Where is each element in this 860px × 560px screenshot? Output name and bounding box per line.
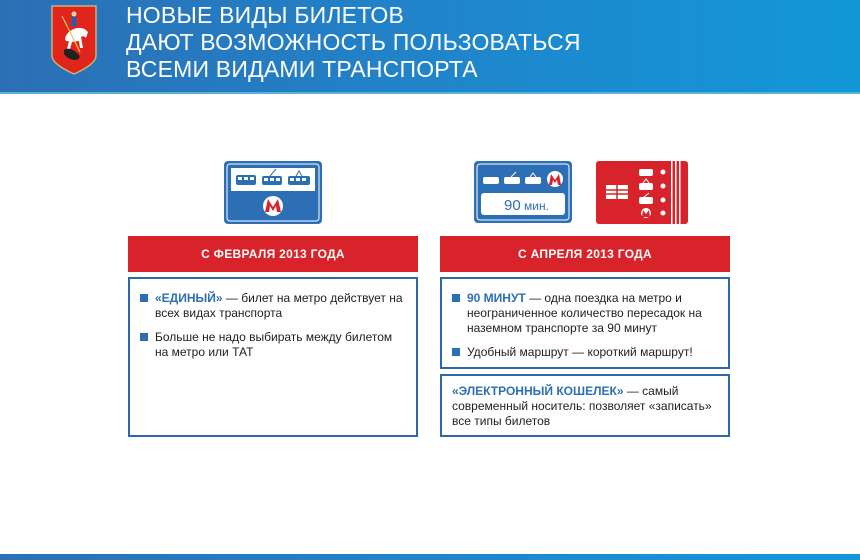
bullet-text: Удобный маршрут — короткий маршрут!: [467, 345, 693, 359]
bullet-text: — одна поездка на метро и неограниченное количество пересадок на наземном транспорте за 90 минут: [467, 291, 702, 335]
list-item: [140, 291, 406, 321]
moscow-coat-of-arms-icon: [50, 4, 98, 76]
wallet-text: — самый современный носитель: позволяет «записать» все типы билетов: [452, 384, 712, 428]
90-minutes-ticket-icon: [474, 161, 572, 223]
page-title: [126, 2, 581, 83]
edinyi-ticket-icon: [224, 161, 322, 224]
left-column-heading: С ФЕВРАЛЯ 2013 ГОДА: [128, 236, 418, 272]
header-banner: [0, 0, 860, 94]
bullet-text: Больше не надо выбирать между билетом на метро или ТАТ: [155, 330, 393, 359]
right-column-heading: С АПРЕЛЯ 2013 ГОДА: [440, 236, 730, 272]
footer-bar: [0, 554, 860, 560]
right-info-box: [440, 277, 730, 369]
list-item: [452, 345, 718, 360]
list-item: [140, 330, 406, 360]
electronic-wallet-card-icon: [596, 161, 688, 224]
highlight-edinyi: «ЕДИНЫЙ»: [155, 291, 223, 305]
bullet-square-icon: [140, 294, 148, 302]
title-line-3: ВСЕМИ ВИДАМИ ТРАНСПОРТА: [126, 56, 478, 82]
bullet-text: — билет на метро действует на всех видах транспорта: [155, 291, 403, 320]
left-info-box: [128, 277, 418, 437]
list-item: [452, 291, 718, 336]
bullet-square-icon: [140, 333, 148, 341]
highlight-electronic-wallet: «ЭЛЕКТРОННЫЙ КОШЕЛЕК»: [452, 384, 624, 398]
ticket-unit-label: мин.: [524, 199, 549, 213]
title-line-2: ДАЮТ ВОЗМОЖНОСТЬ ПОЛЬЗОВАТЬСЯ: [126, 29, 581, 55]
bullet-square-icon: [452, 348, 460, 356]
ticket-90-label: 90: [504, 197, 521, 214]
title-line-1: НОВЫЕ ВИДЫ БИЛЕТОВ: [126, 2, 405, 28]
bullet-square-icon: [452, 294, 460, 302]
wallet-info-box: [440, 374, 730, 437]
highlight-90-minutes: 90 МИНУТ: [467, 291, 526, 305]
